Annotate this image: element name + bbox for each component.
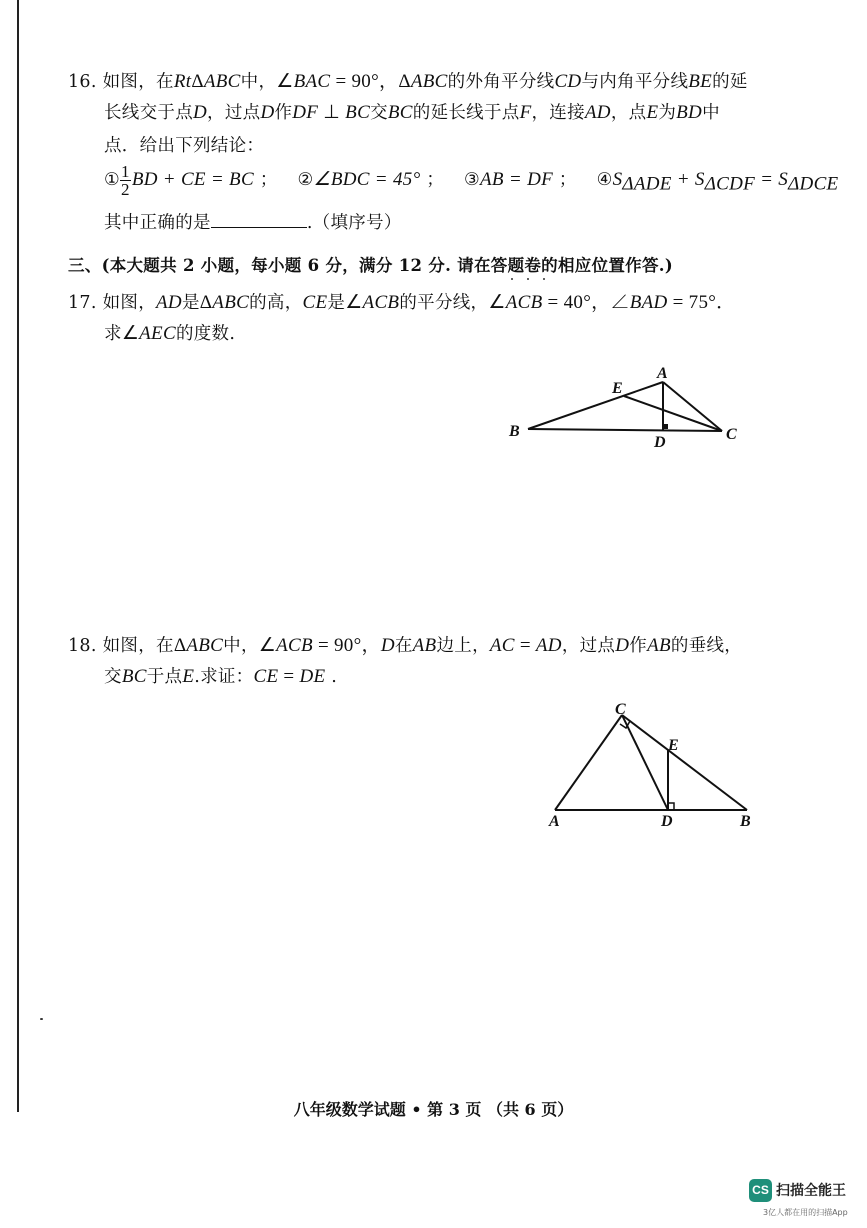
camscanner-name: 扫描全能王: [776, 1183, 846, 1199]
q18-line2: 交BC于点E.求证：CE = DE .: [104, 666, 338, 687]
q17-label-E: E: [612, 380, 623, 397]
q18-label-E: E: [668, 737, 679, 754]
right-angle-mark: [663, 424, 668, 429]
q17-number: 17.: [68, 293, 97, 313]
q17-figure: [500, 360, 760, 455]
q17-label-A: A: [657, 365, 668, 382]
q17-segment-BA: [528, 382, 663, 429]
q18-segment-CD: [622, 715, 668, 810]
q18-label-C: C: [615, 701, 626, 718]
q18-segment-CB: [622, 715, 747, 810]
answer-blank[interactable]: [211, 211, 307, 228]
conclusion-4: $④S_{\Delta ADE} + S_{\Delta CDF} = S_{\Delta DCE}$: [596, 169, 839, 195]
fraction-half: $\frac{1}{2}$: [121, 162, 130, 199]
q16-line1: 16. 如图，在RtΔABC中，∠BAC = 90°，ΔABC的外角平分线CD与内角平分线BE的延: [68, 71, 748, 92]
emphasis-dot: [543, 278, 545, 280]
camscanner-tagline: 3亿人都在用的扫描App: [763, 1208, 848, 1217]
q16-line3: 点．给出下列结论：: [104, 136, 265, 156]
q17-line2: 求∠AEC的度数.: [104, 323, 236, 344]
q18-segment-AC: [555, 715, 622, 810]
q16-conclusions: ① $\frac{1}{2}$ BD + CE = BC ； ②∠BDC = 45° ； ③AB = DF ； $④S_{\Delta ADE} + S_{\Delta CDF} = S_{\Delta DCE}$: [104, 162, 839, 199]
emphasis-dot: [511, 278, 513, 280]
q17-segment-CE: [624, 396, 722, 431]
q18-label-A: A: [549, 813, 560, 830]
q16-answer-line: 其中正确的是 .（填序号）: [104, 213, 402, 233]
q16-number: 16.: [68, 72, 97, 92]
q17-line1: 17. 如图，AD是ΔABC的高，CE是∠ACB的平分线，∠ACB = 40°，∠BAD = 75°．: [68, 292, 736, 313]
q18-label-D: D: [661, 813, 673, 830]
section-3-header: 三、(本大题共 2 小题，每小题 6 分，满分 12 分. 请在答题卷的相应位置作答.): [68, 256, 673, 275]
q18-label-B: B: [740, 813, 751, 830]
q17-label-C: C: [726, 426, 737, 443]
page-footer: 八年级数学试题 • 第 3 页 （共 6 页）: [293, 1100, 574, 1119]
emphasis-dot: [527, 278, 529, 280]
q17-segment-AC: [663, 382, 722, 431]
q17-label-B: B: [509, 423, 520, 440]
binding-margin-line: [17, 0, 19, 1112]
stray-mark: [40, 1018, 43, 1020]
q18-figure: [540, 700, 770, 835]
q17-segment-BC: [528, 429, 722, 431]
conclusion-3: ③AB = DF: [464, 169, 553, 190]
camscanner-logo: CS: [749, 1179, 772, 1202]
conclusion-1: ① $\frac{1}{2}$ BD + CE = BC: [104, 162, 254, 199]
q18-number: 18.: [68, 636, 97, 656]
q18-line1: 18. 如图，在ΔABC中，∠ACB = 90°，D在AB边上，AC = AD，过点D作AB的垂线，: [68, 635, 743, 656]
q17-label-D: D: [654, 434, 666, 451]
conclusion-2: ②∠BDC = 45°: [297, 169, 421, 190]
q16-line2: 长线交于点D，过点D作DF ⊥ BC交BC的延长线于点F，连接AD，点E为BD中: [104, 102, 720, 123]
